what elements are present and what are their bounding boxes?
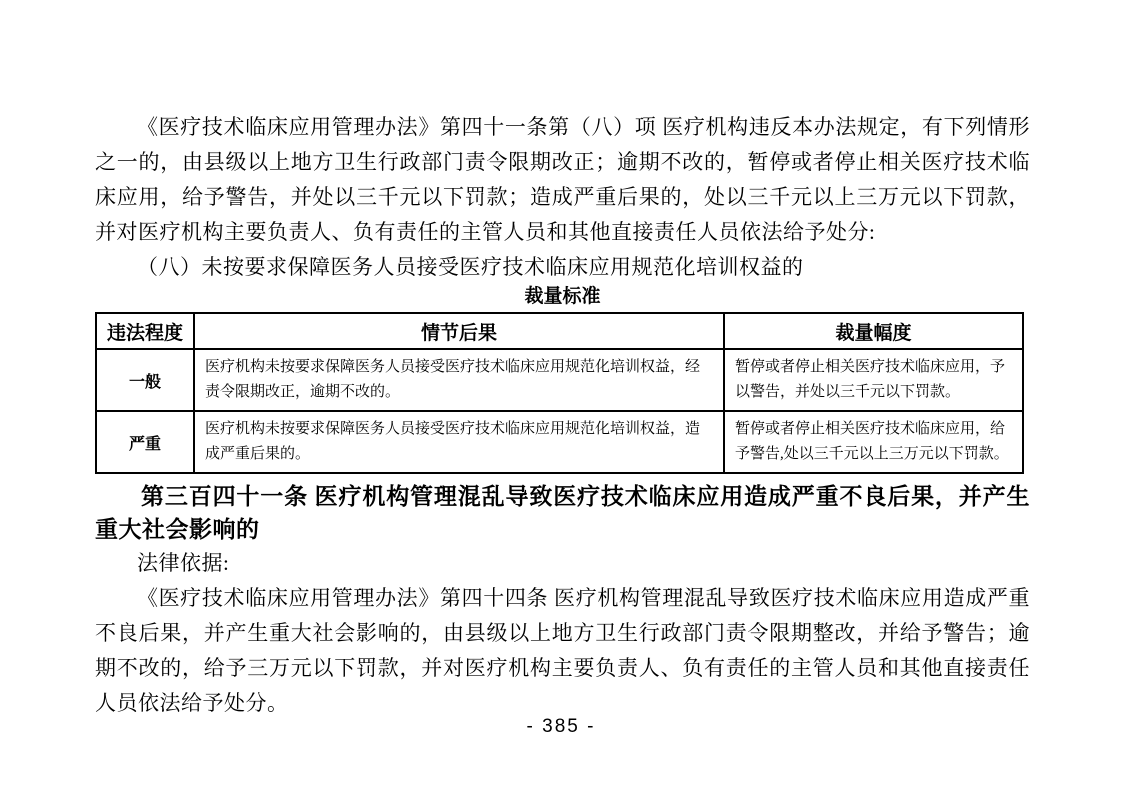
item-eight: （八）未按要求保障医务人员接受医疗技术临床应用规范化培训权益的 <box>137 255 804 279</box>
legal-basis-label: 法律依据: <box>137 551 230 575</box>
column-header-violation-degree: 违法程度 <box>96 313 194 349</box>
range-cell: 暂停或者停止相关医疗技术临床应用，予以警告，并处以三千元以下罚款。 <box>724 349 1023 411</box>
table-title: 裁量标准 <box>524 286 601 307</box>
range-cell: 暂停或者停止相关医疗技术临床应用，给予警告,处以三千元以上三万元以下罚款。 <box>724 411 1023 473</box>
column-header-circumstance-consequence: 情节后果 <box>194 313 724 349</box>
degree-cell: 严重 <box>96 411 194 473</box>
degree-cell: 一般 <box>96 349 194 411</box>
table-row-general <box>96 349 1023 411</box>
table-row-severe <box>96 411 1023 473</box>
circumstance-cell: 医疗机构未按要求保障医务人员接受医疗技术临床应用规范化培训权益，造成严重后果的。 <box>194 411 724 473</box>
page-number: - 385 - <box>526 716 596 737</box>
article-341-heading: 第三百四十一条 医疗机构管理混乱导致医疗技术临床应用造成严重不良后果，并产生重大社会影响的 <box>95 484 1030 542</box>
column-header-discretion-range: 裁量幅度 <box>724 313 1023 349</box>
discretion-standard-table <box>95 312 1024 474</box>
paragraph-article-41: 《医疗技术临床应用管理办法》第四十一条第（八）项 医疗机构违反本办法规定，有下列情形之一的，由县级以上地方卫生行政部门责令限期改正；逾期不改的，暂停或者停止相关医疗技术临床应用，给予警告，并处以三千元以下罚款；造成严重后果的，处以三千元以上三万元以下罚款，并对医疗机构主要负责人、负有责任的主管人员和其他直接责任人员依法给予处分: <box>95 115 1030 244</box>
paragraph-article-44: 《医疗技术临床应用管理办法》第四十四条 医疗机构管理混乱导致医疗技术临床应用造成严重不良后果，并产生重大社会影响的，由县级以上地方卫生行政部门责令限期整改，并给予警告；逾期不改的，给予三万元以下罚款，并对医疗机构主要负责人、负有责任的主管人员和其他直接责任人员依法给予处分。 <box>95 586 1030 715</box>
circumstance-cell: 医疗机构未按要求保障医务人员接受医疗技术临床应用规范化培训权益，经责令限期改正，逾期不改的。 <box>194 349 724 411</box>
document-page <box>95 0 1030 721</box>
table-header-row <box>96 313 1023 349</box>
